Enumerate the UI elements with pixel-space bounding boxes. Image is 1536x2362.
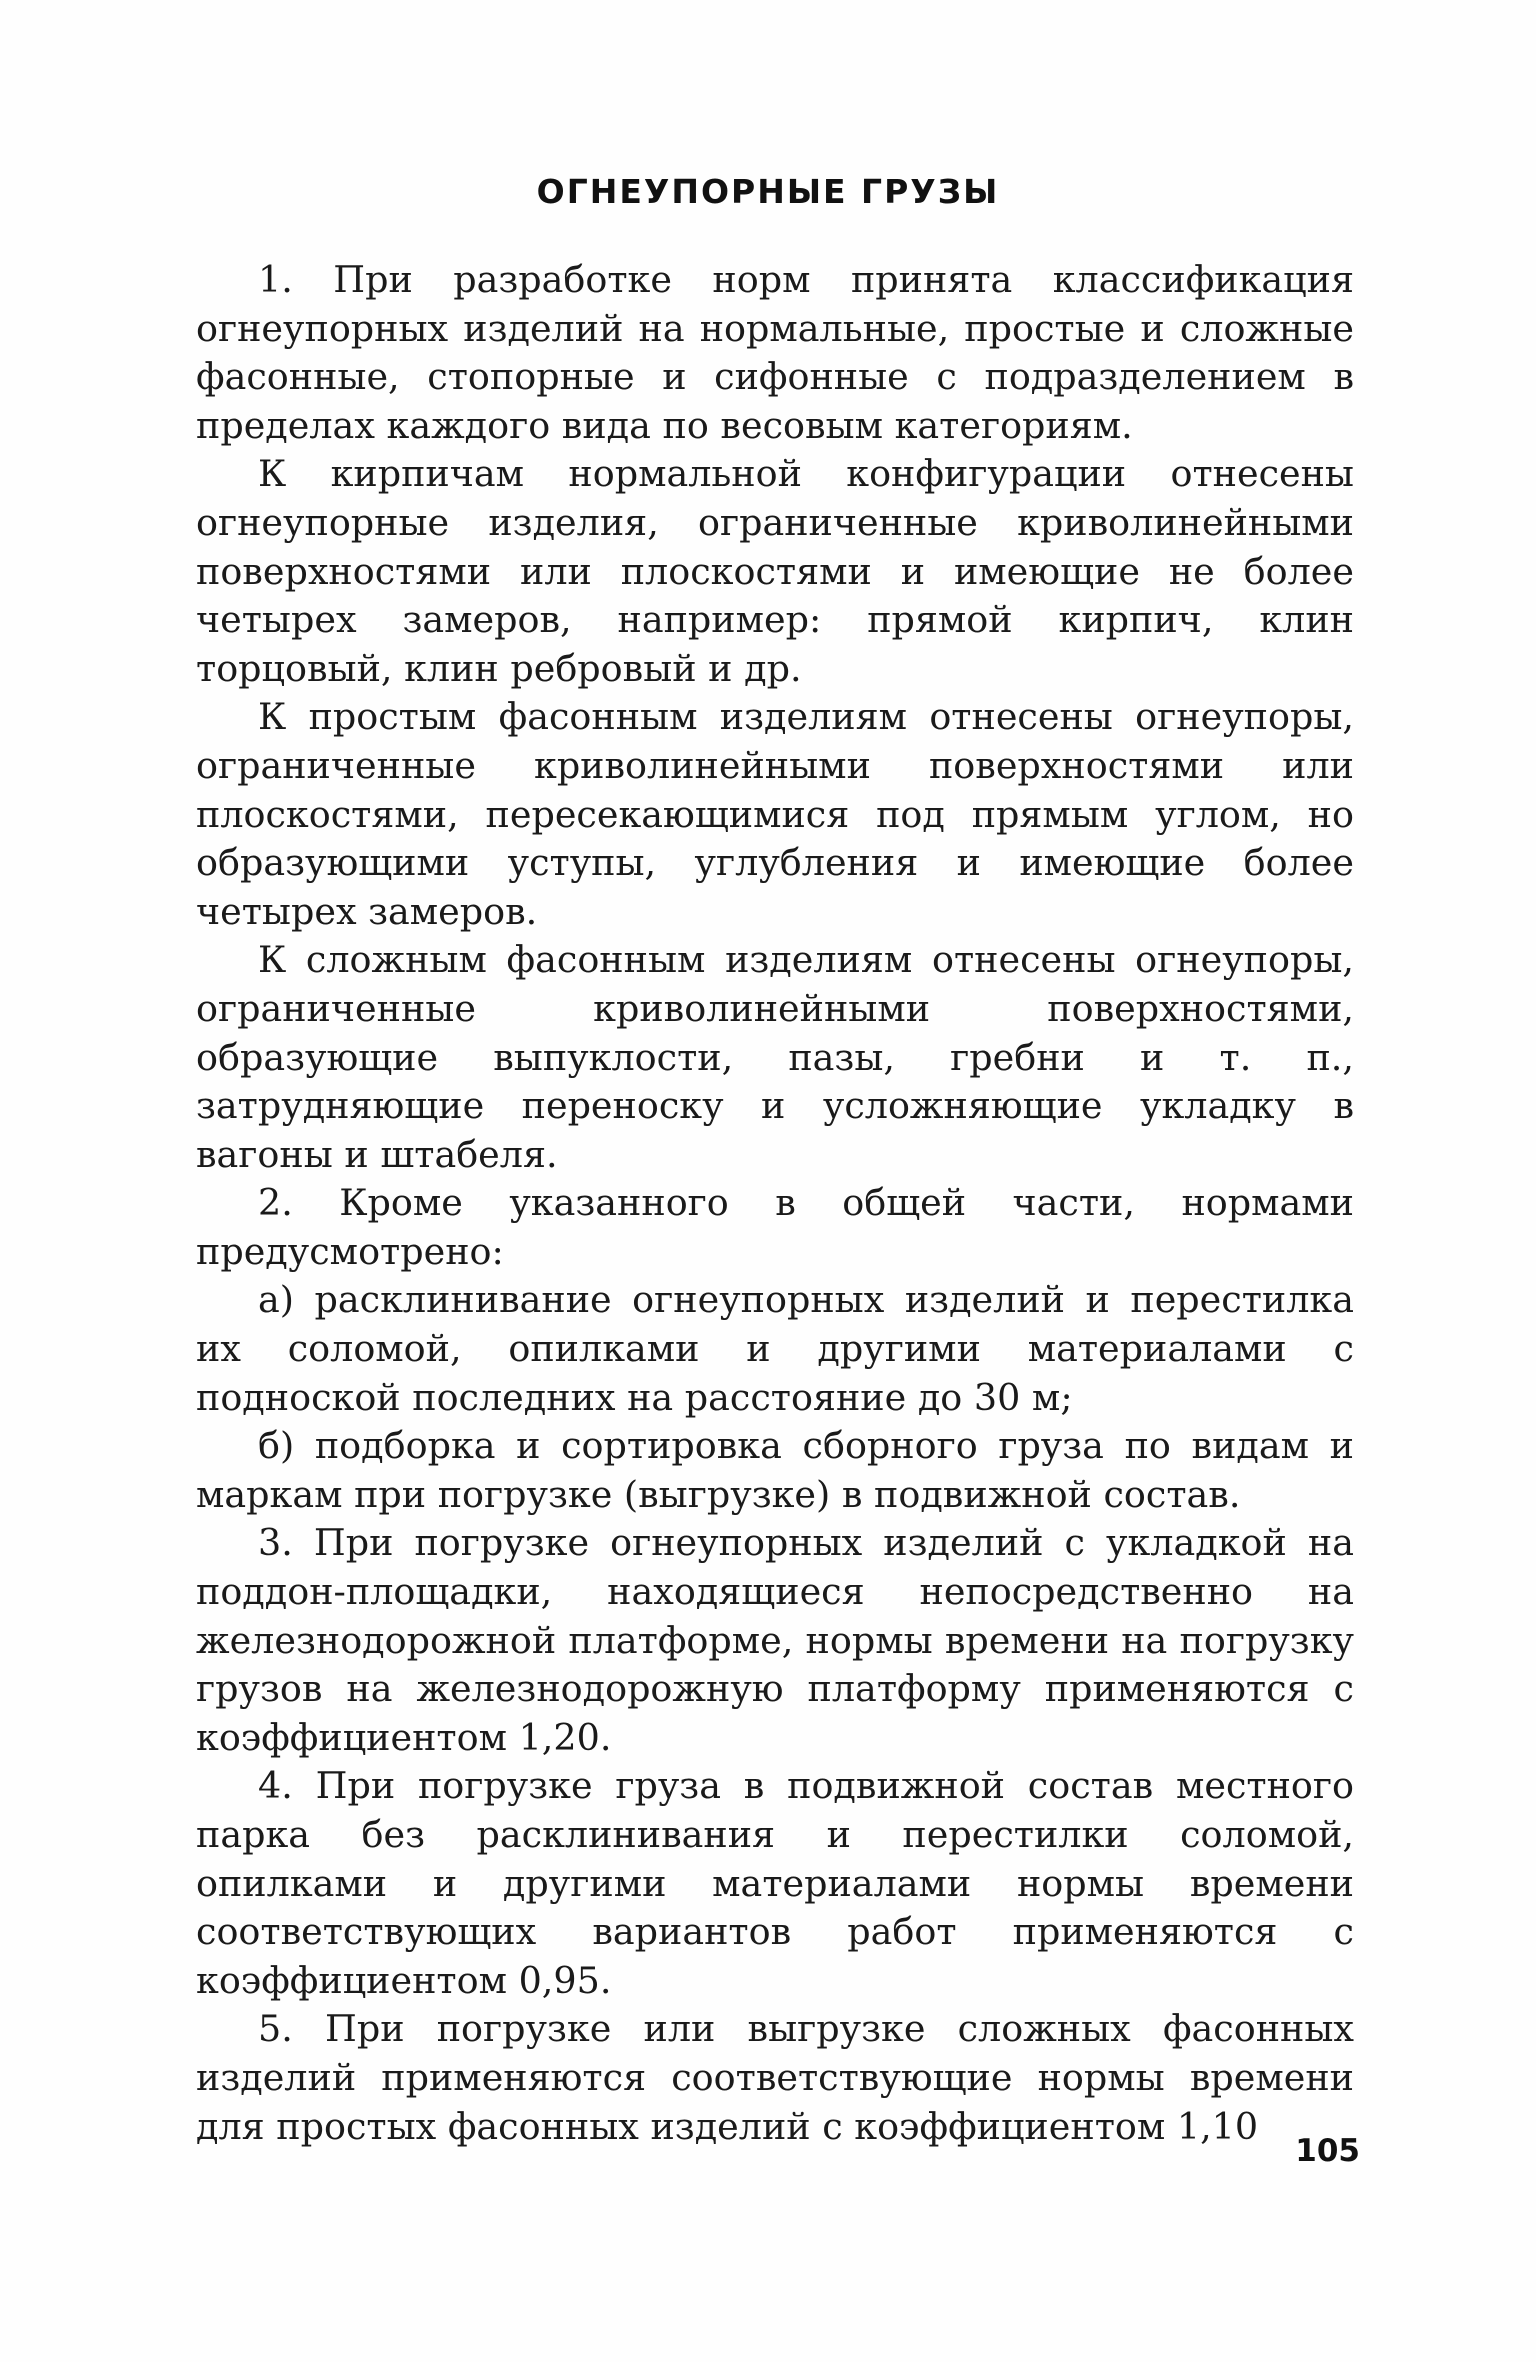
paragraph-complex-shaped: К сложным фасонным изделиям отнесены огнеупоры, ограниченные криволинейными поверхностями, образующие выпуклости, пазы, гребни и т. п., затрудняющие переноску и усложняющие укладку в вагоны и штабеля. [196,938,1354,1176]
paragraph-2-provisions: 2. Кроме указанного в общей части, нормами предусмотрено: [196,1181,1354,1273]
paragraph-4-local-park: 4. При погрузке груза в подвижной состав местного парка без расклинивания и перестилки соломой, опилками и другими материалами нормы времени соответствующих вариантов работ применяются с коэффициентом 0,95. [196,1764,1354,2002]
paragraph-2b-sorting: б) подборка и сортировка сборного груза по видам и маркам при погрузке (выгрузке) в подвижной состав. [196,1424,1354,1516]
paragraph-simple-shaped: К простым фасонным изделиям отнесены огнеупоры, ограниченные криволинейными поверхностями или плоскостями, пересекающимися под прямым углом, но образующими уступы, углубления и имеющие более четырех замеров. [196,695,1354,933]
page-title: ОГНЕУПОРНЫЕ ГРУЗЫ [536,172,1000,211]
body-text [196,256,1354,2151]
paragraph-3-pallet-loading: 3. При погрузке огнеупорных изделий с укладкой на поддон-площадки, находящиеся непосредственно на железнодорожной платформе, нормы времени на погрузку грузов на железнодорожную платформу применяются с коэффициентом 1,20. [196,1521,1354,1759]
paragraph-2a-wedging: а) расклинивание огнеупорных изделий и перестилка их соломой, опилками и другими материалами с подноской последних на расстояние до 30 м; [196,1278,1354,1419]
paragraph-5-complex-loading: 5. При погрузке или выгрузке сложных фасонных изделий применяются соответствующие нормы времени для простых фасонных изделий с коэффициентом 1,10 [196,2007,1354,2148]
page-number: 105 [1295,2133,1360,2169]
paragraph-normal-bricks: К кирпичам нормальной конфигурации отнесены огнеупорные изделия, ограниченные криволинейными поверхностями или плоскостями и имеющие не более четырех замеров, например: прямой кирпич, клин торцовый, клин ребровый и др. [196,452,1354,690]
paragraph-1-classification: 1. При разработке норм принята классификация огнеупорных изделий на нормальные, простые и сложные фасонные, стопорные и сифонные с подразделением в пределах каждого вида по весовым категориям. [196,258,1354,447]
